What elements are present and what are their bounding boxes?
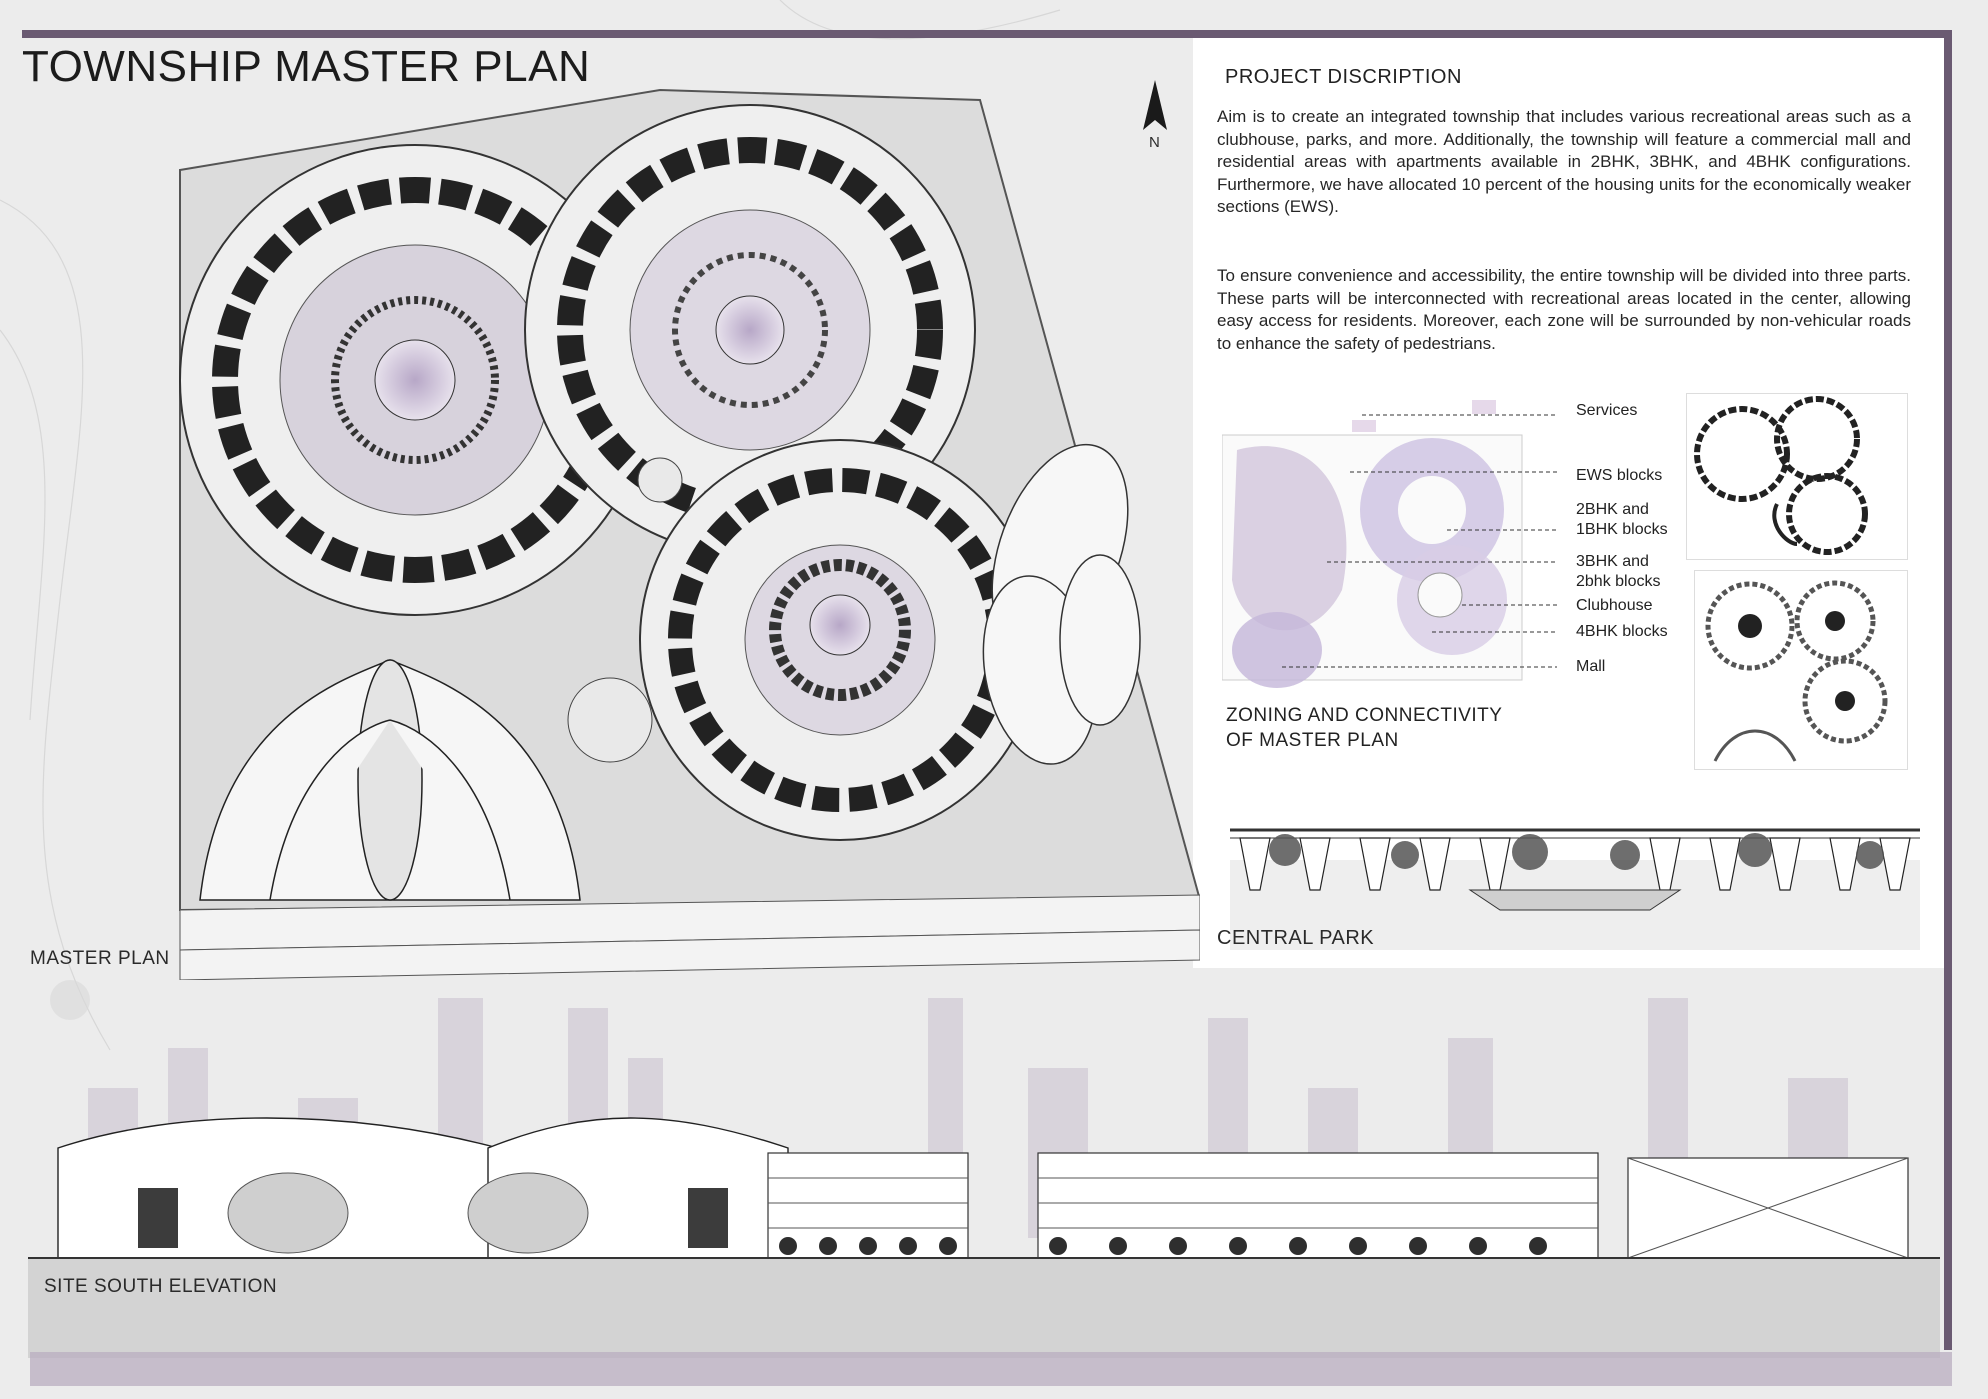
legend-services: Services xyxy=(1576,402,1638,419)
north-arrow-icon xyxy=(1140,78,1170,134)
legend-2bhk-line1: 2BHK and xyxy=(1576,501,1649,518)
legend-mall: Mall xyxy=(1576,658,1606,675)
master-plan-label: MASTER PLAN xyxy=(30,948,170,969)
project-description-paragraph-2: To ensure convenience and accessibility, the entire township will be divided into three parts. These parts will be interconnected with recreational areas located in the center, allowing easy access for residents. Moreover, each zone will be surrounded by non-vehicular roads to enhance the safety of pedestrians. xyxy=(1217,266,1911,353)
central-park-label: CENTRAL PARK xyxy=(1217,927,1375,949)
legend-clubhouse: Clubhouse xyxy=(1576,597,1653,614)
frame-right-border xyxy=(1944,30,1952,1350)
legend-4bhk: 4BHK blocks xyxy=(1576,623,1668,640)
project-description-heading: PROJECT DISCRIPTION xyxy=(1225,66,1462,88)
project-description-paragraph-1: Aim is to create an integrated township that includes various recreational areas such as a clubhouse, parks, and more. Additionally, the township will feature a commercial mall and residential areas with apartments available in 2BHK, 3BHK, and 4BHK configurations. Furthermore, we have allocated 10 percent of the housing units for the economically weaker sections (EWS). xyxy=(1217,107,1911,216)
legend-2bhk-line2: 1BHK blocks xyxy=(1576,521,1668,538)
frame-bottom-band xyxy=(30,1352,1952,1386)
north-arrow xyxy=(1140,78,1170,158)
site-south-elevation-label: SITE SOUTH ELEVATION xyxy=(44,1276,278,1297)
site-south-elevation xyxy=(28,978,1940,1358)
legend-3bhk-line2: 2bhk blocks xyxy=(1576,573,1661,590)
master-plan-drawing xyxy=(140,80,1200,980)
legend-3bhk-line1: 3BHK and xyxy=(1576,553,1649,570)
zoning-heading-line2: OF MASTER PLAN xyxy=(1226,730,1399,751)
frame-top-border xyxy=(22,30,1952,38)
legend-ews: EWS blocks xyxy=(1576,467,1663,484)
zoning-diagram xyxy=(1222,390,1562,690)
thumbnail-plan-top xyxy=(1686,393,1908,560)
zoning-heading-line1: ZONING AND CONNECTIVITY xyxy=(1226,705,1503,726)
north-label: N xyxy=(1149,134,1160,151)
sheet-title: TOWNSHIP MASTER PLAN xyxy=(22,42,591,91)
residential-ring-east xyxy=(640,440,1040,840)
thumbnail-plan-bottom xyxy=(1694,570,1908,770)
